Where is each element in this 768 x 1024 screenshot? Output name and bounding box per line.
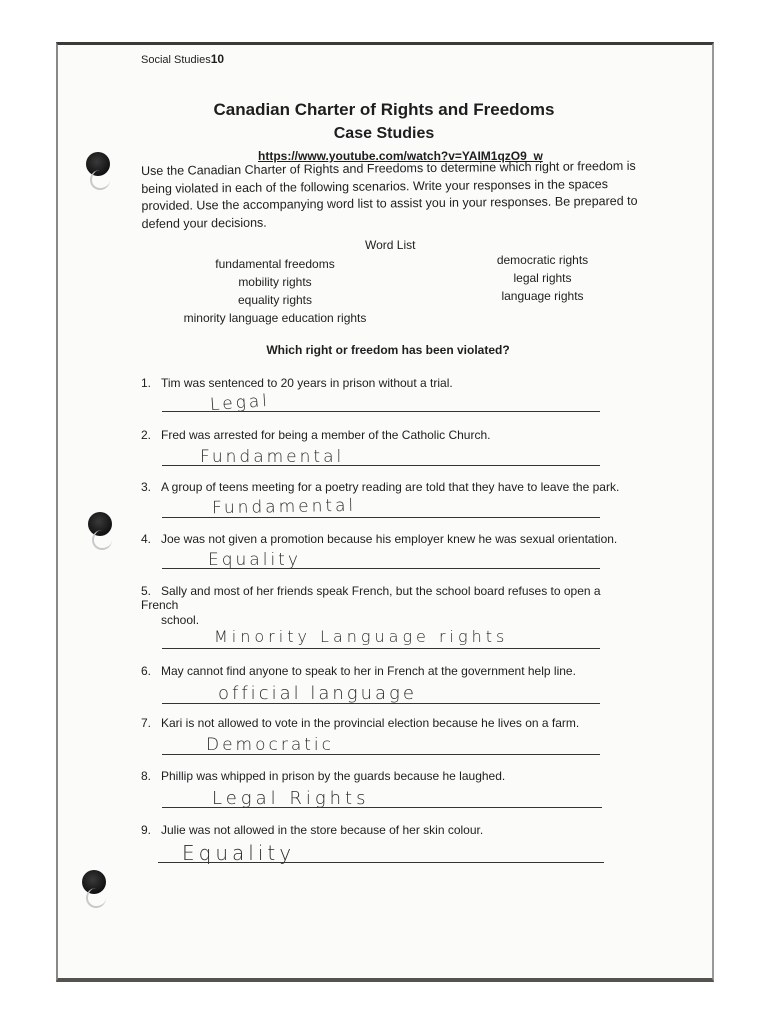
answer-line (162, 648, 600, 649)
question-6 (141, 664, 641, 678)
question-text: Joe was not given a promotion because his employer knew he was sexual orientation. (161, 532, 618, 546)
instructions: Use the Canadian Charter of Rights and Freedoms to determine which right or freedom is being violated in each of the following scenarios. Write your responses in the spaces provided. Use the accompanying word list to assist you in your responses. Be prepared to defend your decisions. (141, 158, 638, 231)
answer-1[interactable]: Legal (209, 390, 271, 416)
question-text: Kari is not allowed to vote in the provincial election because he lives on a farm. (161, 716, 580, 730)
question-text: A group of teens meeting for a poetry reading are told that they have to leave the park. (161, 480, 620, 494)
question-number: 7. (141, 716, 152, 730)
word-list-item: democratic rights (496, 253, 589, 267)
word-list-item: minority language education rights (183, 311, 367, 325)
question-number: 9. (141, 823, 152, 837)
question-5 (141, 584, 641, 612)
answer-line (162, 754, 600, 755)
question-number: 8. (141, 769, 152, 783)
question-number: 6. (141, 664, 152, 678)
question-9 (141, 823, 641, 837)
course-header (141, 52, 224, 66)
answer-7[interactable]: Democratic (206, 735, 334, 755)
answer-2[interactable]: Fundamental (200, 447, 345, 467)
answer-5[interactable]: Minority Language rights (214, 627, 509, 646)
question-number: 5. (141, 584, 152, 598)
question-number: 1. (141, 376, 152, 390)
binder-hole-shadow (90, 170, 110, 190)
word-list-item: fundamental freedoms (215, 257, 335, 271)
word-list-title: Word List (365, 238, 416, 252)
question-number: 2. (141, 428, 152, 442)
grade-number: 10 (210, 52, 225, 66)
question-text: Julie was not allowed in the store because of her skin colour. (161, 823, 484, 837)
course-name: Social Studies (141, 54, 211, 66)
question-8 (141, 769, 641, 783)
word-list-item: mobility rights (238, 275, 312, 289)
answer-line (162, 517, 600, 518)
question-4 (141, 532, 641, 546)
page-subtitle: Case Studies (333, 125, 435, 142)
word-list-item: legal rights (513, 271, 572, 285)
word-list-item: equality rights (237, 293, 313, 307)
question-text: May cannot find anyone to speak to her in French at the government help line. (161, 664, 576, 678)
page-title: Canadian Charter of Rights and Freedoms (213, 100, 555, 119)
answer-line (162, 703, 600, 704)
question-text: Fred was arrested for being a member of the Catholic Church. (161, 428, 491, 442)
answer-3[interactable]: Fundamental (211, 495, 357, 519)
answer-8[interactable]: Legal Rights (212, 788, 370, 809)
answer-6[interactable]: official language (218, 683, 417, 704)
answer-line (162, 411, 600, 412)
question-text: Phillip was whipped in prison by the guards because he laughed. (161, 769, 506, 783)
question-3 (141, 480, 641, 494)
question-5-continued: school. (161, 613, 200, 627)
binder-hole-shadow (86, 888, 106, 908)
question-7 (141, 716, 641, 730)
word-list-item: language rights (501, 289, 584, 303)
question-1 (141, 376, 641, 390)
video-link[interactable]: https://www.youtube.com/watch?v=YAIM1qzO9_w (258, 149, 543, 163)
answer-line (162, 465, 600, 466)
answer-line (162, 807, 602, 808)
question-2 (141, 428, 641, 442)
answer-9[interactable]: Equality (182, 841, 296, 865)
binder-hole-shadow (92, 530, 112, 550)
question-number: 3. (141, 480, 152, 494)
question-text: Sally and most of her friends speak French, but the school board refuses to open a French (141, 584, 601, 612)
answer-4[interactable]: Equality (208, 550, 301, 570)
question-number: 4. (141, 532, 152, 546)
answer-line (158, 862, 604, 863)
answer-line (162, 568, 600, 569)
section-heading: Which right or freedom has been violated? (266, 343, 510, 357)
question-text: Tim was sentenced to 20 years in prison without a trial. (161, 376, 453, 390)
